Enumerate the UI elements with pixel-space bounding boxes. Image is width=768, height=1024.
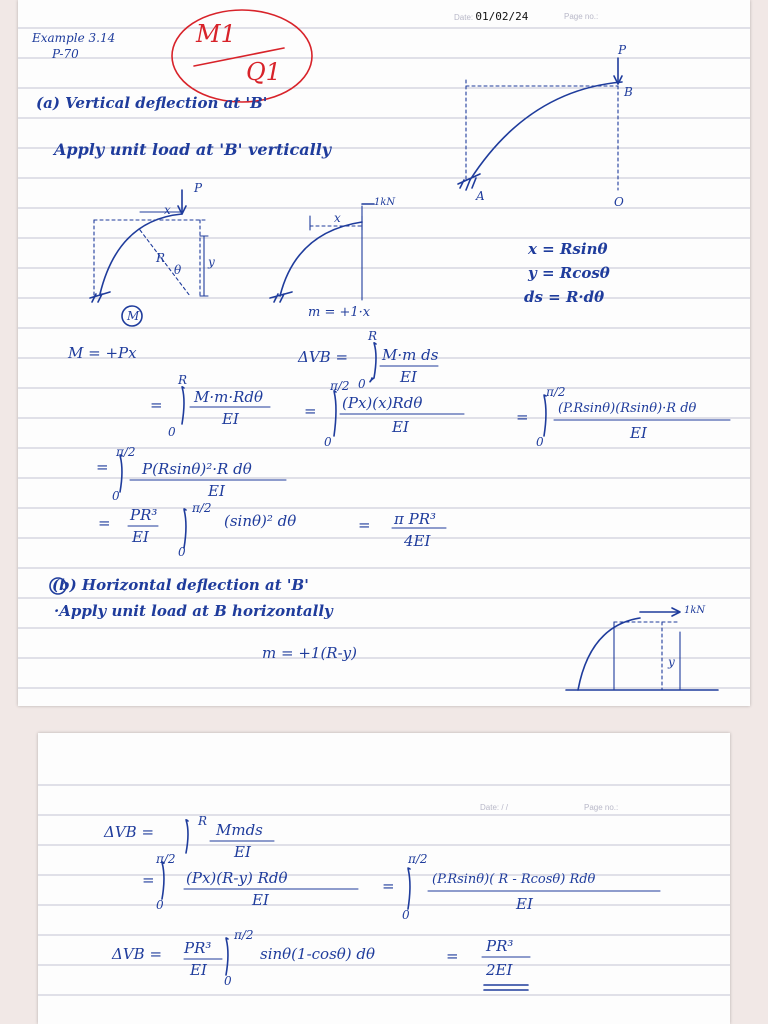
fig4-load-label: 1kN [684, 605, 706, 616]
date-label: Date: 01/02/24 [454, 10, 529, 23]
l2-equals: = [150, 396, 163, 414]
l3-numerator: P(Rsinθ)²·R dθ [142, 460, 252, 478]
p2-integral-l3 [226, 938, 228, 975]
integral-sign-l3 [120, 455, 122, 492]
p2-l3-upper: π/2 [234, 928, 254, 942]
l2b-numerator: (Px)(x)Rdθ [342, 394, 423, 412]
p2-l2-upper: π/2 [156, 852, 176, 866]
l2-denominator: EI [222, 410, 239, 428]
figure-arc-horizontal-load [566, 605, 718, 690]
date-value: 01/02/24 [475, 10, 529, 23]
fig2-label-x: x [164, 203, 171, 217]
p2-l1-denominator: EI [234, 843, 251, 861]
example-number: Example 3.14 [32, 31, 116, 45]
dvb-denominator: EI [400, 368, 417, 386]
heading-vertical-deflection: (a) Vertical deflection at 'B' [36, 94, 268, 112]
l3-upper: π/2 [116, 445, 136, 459]
fig1-label-b: B [624, 85, 633, 99]
p2-l2b-numerator: (P.Rsinθ)( R - Rcosθ) Rdθ [432, 872, 596, 887]
p2-l3-frac-denominator: EI [190, 961, 207, 979]
figure-arc-with-p [90, 190, 208, 302]
l4-equals: = [98, 514, 111, 532]
integral-sign-dvb [370, 343, 376, 382]
eq-x: x = Rsinθ [528, 240, 608, 258]
page-no-label: Page no.: [564, 12, 599, 21]
integral-sign-l4 [184, 509, 186, 548]
p2-date-label: Date: / / [480, 803, 509, 812]
fig3-label-x: x [334, 211, 341, 225]
l4-frac-numerator: PR³ [130, 506, 158, 524]
figure-curved-beam [458, 58, 622, 190]
red-badge-bottom: Q1 [246, 58, 281, 86]
l2-numerator: M·m·Rdθ [194, 388, 264, 406]
dvb-int-upper: R [368, 329, 378, 343]
red-badge-top: M1 [196, 20, 236, 48]
l3-lower: 0 [112, 489, 120, 503]
p2-l1-lhs: ΔVB = [104, 823, 155, 841]
notebook-page-2 [38, 733, 730, 1024]
apply-unit-load-horizontal: ·Apply unit load at B horizontally [54, 602, 333, 620]
l4-result-denominator: 4EI [404, 532, 431, 550]
l2b-equals: = [304, 402, 317, 420]
integral-sign-l2b [334, 391, 336, 436]
heading-horizontal-deflection: (b) Horizontal deflection at 'B' [52, 576, 309, 594]
p2-l2-denominator: EI [252, 891, 269, 909]
l2b-upper: π/2 [330, 379, 350, 393]
fig1-label-a: A [476, 189, 485, 203]
l2c-lower: 0 [536, 435, 544, 449]
p2-date-value: / / [501, 803, 509, 812]
l3-denominator: EI [208, 482, 225, 500]
p2-l3-integrand: sinθ(1-cosθ) dθ [260, 945, 376, 963]
notebook-page-1 [18, 0, 750, 706]
p2-l2-numerator: (Px)(R-y) Rdθ [186, 869, 288, 887]
p2-l2-lower: 0 [156, 898, 164, 912]
p2-l2b-lower: 0 [402, 908, 410, 922]
dvb-numerator: M·m ds [382, 346, 439, 364]
fig2-label-y: y [208, 255, 215, 269]
l3-equals: = [96, 458, 109, 476]
p2-l3-frac-numerator: PR³ [184, 939, 212, 957]
p2-l3-lhs: ΔVB = [112, 945, 163, 963]
p2-l2b-equals: = [382, 877, 395, 895]
l2b-lower: 0 [324, 435, 332, 449]
fig1-label-o: O [614, 195, 624, 209]
p2-integral-l2 [162, 862, 164, 899]
p2-result-numerator: PR³ [486, 937, 514, 955]
dvb-int-lower: 0 [358, 377, 366, 391]
p2-l2-equals: = [142, 871, 155, 889]
dvb-lhs: ΔVB = [298, 348, 349, 366]
l4-lower: 0 [178, 545, 186, 559]
apply-unit-load-vertical: Apply unit load at 'B' vertically [54, 140, 332, 159]
l2c-upper: π/2 [546, 385, 566, 399]
fig2-label-r: R [156, 251, 166, 265]
l2b-denominator: EI [392, 418, 409, 436]
fig1-label-p: P [618, 43, 627, 57]
p2-l2b-upper: π/2 [408, 852, 428, 866]
p2-l2b-denominator: EI [516, 895, 533, 913]
l2-int-lower: 0 [168, 425, 176, 439]
p2-l1-upper: R [198, 814, 208, 828]
p2-integral-l2b [408, 868, 410, 909]
p2-l3-equals: = [446, 947, 459, 965]
figure-arc-unit-load [270, 204, 374, 302]
fig2-label-p: P [194, 181, 203, 195]
moment-unit-load: m = +1·x [308, 305, 371, 320]
integral-sign-l2c [544, 395, 546, 436]
p2-page-no-label: Page no.: [584, 803, 619, 812]
page-reference: P-70 [52, 47, 79, 61]
fig4-label-y: y [668, 655, 675, 669]
p2-result-denominator: 2EI [486, 961, 513, 979]
l4-upper: π/2 [192, 501, 212, 515]
l2c-denominator: EI [630, 424, 647, 442]
l4-integrand: (sinθ)² dθ [224, 512, 297, 530]
moment-horizontal-unit-load: m = +1(R-y) [262, 644, 357, 662]
circled-m: M [127, 309, 140, 323]
l4-equals-2: = [358, 516, 371, 534]
fig2-label-theta: θ [174, 263, 182, 277]
p2-l3-lower: 0 [224, 974, 232, 988]
eq-ds: ds = R·dθ [524, 288, 605, 306]
l2-int-upper: R [178, 373, 188, 387]
fig3-load-label: 1kN [374, 197, 396, 208]
l4-result-numerator: π PR³ [394, 510, 437, 528]
l2c-equals: = [516, 408, 529, 426]
p2-l1-numerator: Mmds [216, 821, 263, 839]
l4-frac-denominator: EI [132, 528, 149, 546]
p2-integral-l1 [186, 820, 188, 853]
eq-y: y = Rcosθ [528, 264, 610, 282]
eq-moment-real: M = +Px [68, 344, 137, 362]
l2c-numerator: (P.Rsinθ)(Rsinθ)·R dθ [558, 401, 697, 416]
